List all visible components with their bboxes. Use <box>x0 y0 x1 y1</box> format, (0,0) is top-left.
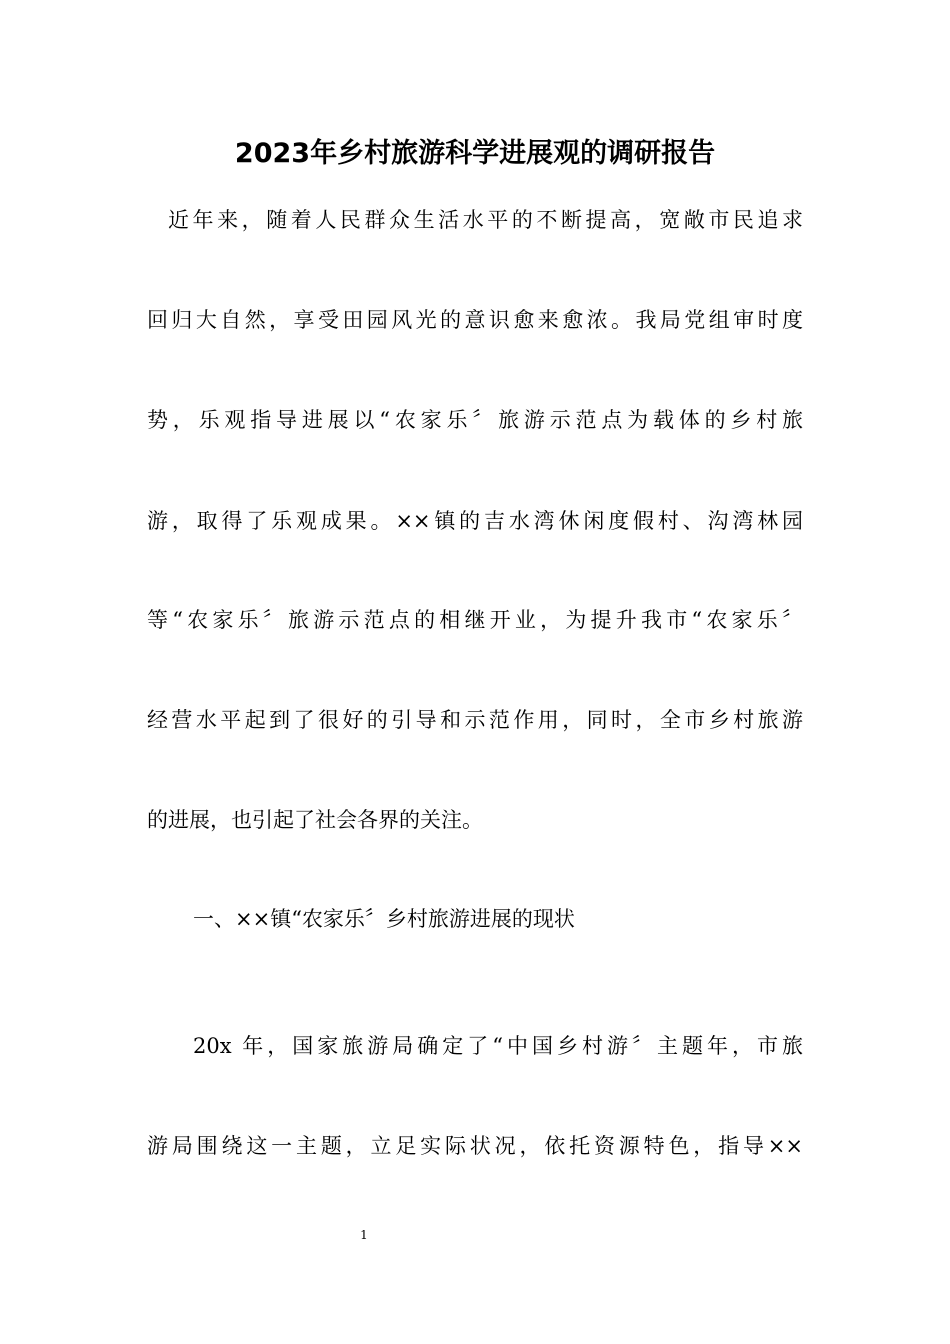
paragraph-line-6: 经营水平起到了很好的引导和示范作用，同时，全市乡村旅游 <box>147 708 803 732</box>
paragraph-line-3: 势，乐观指导进展以“农家乐〞旅游示范点为载体的乡村旅 <box>147 408 803 432</box>
page-number: 1 <box>360 1228 368 1242</box>
paragraph-line-2: 回归大自然，享受田园风光的意识愈来愈浓。我局党组审时度 <box>147 308 803 332</box>
paragraph-line-7: 的进展，也引起了社会各界的关注。 <box>147 808 483 832</box>
paragraph-line-1: 近年来，随着人民群众生活水平的不断提高，宽敞市民追求 <box>168 208 803 232</box>
paragraph-line-9: 游局围绕这一主题，立足实际状况，依托资源特色，指导×× <box>147 1134 803 1158</box>
paragraph-line-5: 等“农家乐〞旅游示范点的相继开业，为提升我市“农家乐〞 <box>147 608 803 632</box>
section-heading: 一、××镇“农家乐〞乡村旅游进展的现状 <box>193 907 575 931</box>
paragraph-line-8: 20x 年，国家旅游局确定了“中国乡村游〞主题年，市旅 <box>193 1034 803 1058</box>
document-title: 2023年乡村旅游科学进展观的调研报告 <box>234 138 716 169</box>
paragraph-line-4: 游，取得了乐观成果。××镇的吉水湾休闲度假村、沟湾林园 <box>147 509 803 533</box>
